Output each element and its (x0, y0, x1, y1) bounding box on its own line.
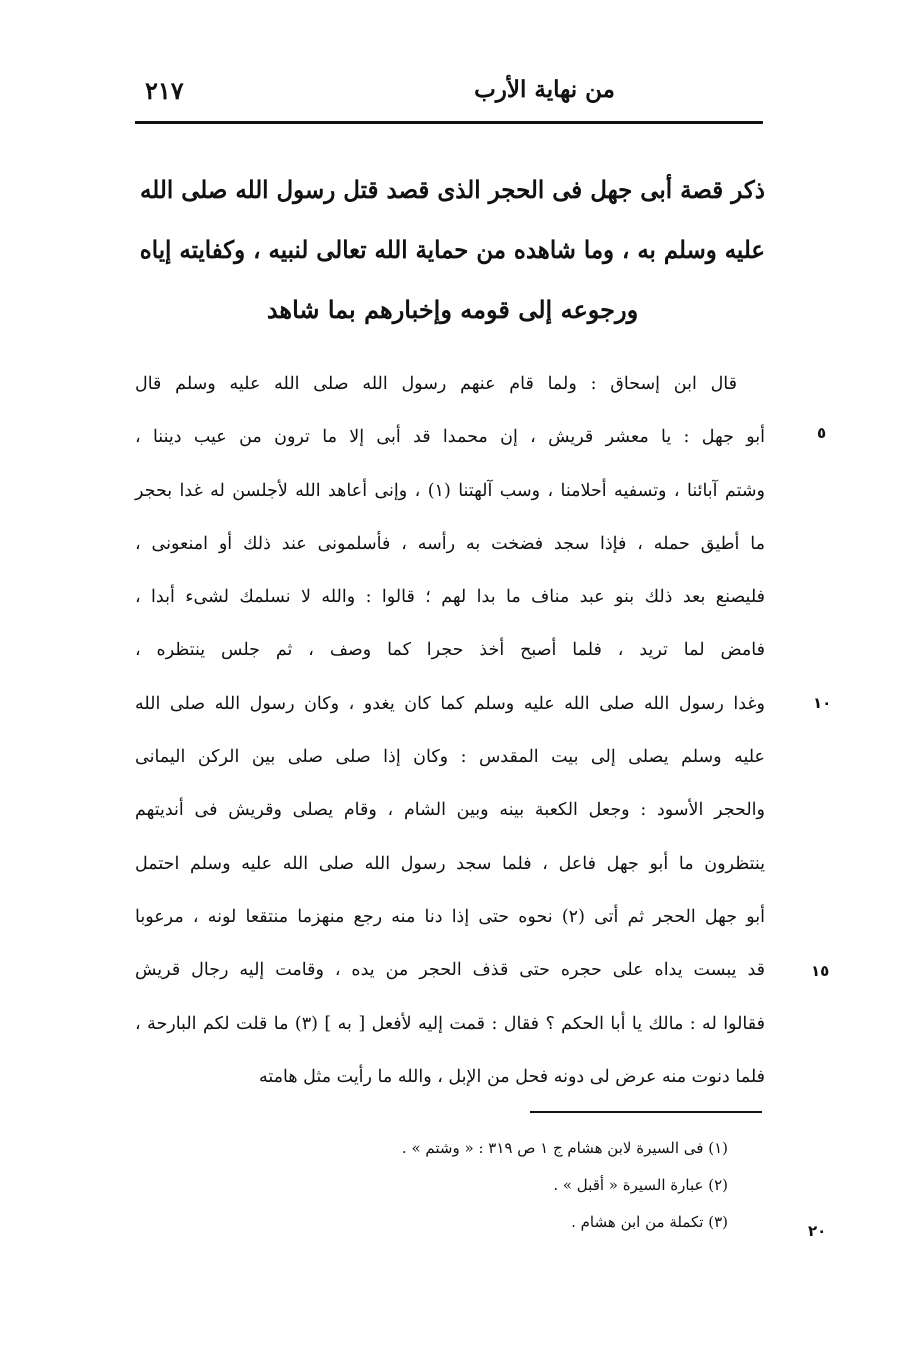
line-number-5: ٥ (817, 424, 827, 442)
line-number-10: ١٠ (813, 694, 832, 712)
body-line: فليصنع بعد ذلك بنو عبد مناف ما بدا لهم ؛ قالوا : والله لا نسلمك لشىء أبدا ، (135, 587, 765, 608)
page-header (135, 76, 765, 116)
body-line: أبو جهل : يا معشر قريش ، إن محمدا قد أبى إلا ما ترون من عيب ديننا ، (135, 427, 765, 448)
footnote: (٢) عبارة السيرة « أقبل » . (553, 1176, 728, 1194)
body-line: والحجر الأسود : وجعل الكعبة بينه وبين الشام ، وقام يصلى وقريش فى أنديتهم (135, 800, 765, 821)
body-line: وغدا رسول الله صلى الله عليه وسلم كما كان يغدو ، وكان رسول الله صلى الله (135, 693, 765, 714)
running-title: من نهاية الأرب (474, 76, 615, 103)
line-number-20: ٢٠ (808, 1222, 827, 1240)
body-line: عليه وسلم يصلى إلى بيت المقدس : وكان إذا صلى صلى بين الركن اليمانى (135, 747, 765, 768)
chapter-title-line: ذكر قصة أبى جهل فى الحجر الذى قصد قتل رسول الله صلى الله (139, 175, 765, 204)
body-line: ينتظرون ما أبو جهل فاعل ، فلما سجد رسول الله صلى الله عليه وسلم احتمل (135, 853, 765, 874)
body-line: وشتم آبائنا ، وتسفيه أحلامنا ، وسب آلهتنا (١) ، وإنى أعاهد الله لأجلسن له غدا بحجر (135, 480, 765, 501)
body-line: فقالوا له : مالك يا أبا الحكم ؟ فقال : قمت إليه لأفعل [ به ] (٣) ما قلت لكم البارحة ، (135, 1013, 765, 1034)
body-line: ما أطيق حمله ، فإذا سجد فضخت به رأسه ، فأسلمونى عند ذلك أو امنعونى ، (135, 533, 765, 554)
body-line: فلما دنوت منه عرض لى دونه فحل من الإبل ، والله ما رأيت مثل هامته (259, 1066, 765, 1087)
body-text (135, 358, 765, 1104)
body-line: قد يبست يداه على حجره حتى قذف الحجر من يده ، وقامت إليه رجال قريش (135, 960, 765, 981)
body-line: أبو جهل الحجر ثم أتى (٢) نحوه حتى إذا دنا منه رجع منهزما منتقعا لونه ، مرعوبا (135, 906, 765, 927)
header-rule (135, 121, 763, 124)
footnote-rule (530, 1111, 762, 1113)
body-line: فامض لما تريد ، فلما أصبح أخذ حجرا كما وصف ، ثم جلس ينتظره ، (135, 640, 765, 661)
footnotes (300, 1130, 728, 1241)
line-number-15: ١٥ (811, 962, 830, 980)
footnote: (١) فى السيرة لابن هشام ج ١ ص ٣١٩ : « وشتم » . (401, 1139, 728, 1157)
chapter-title-line: عليه وسلم به ، وما شاهده من حماية الله تعالى لنبيه ، وكفايته إياه (139, 235, 766, 264)
footnote: (٣) تكملة من ابن هشام . (571, 1213, 728, 1231)
body-line: قال ابن إسحاق : ولما قام عنهم رسول الله صلى الله عليه وسلم قال (135, 374, 737, 394)
chapter-title-line: ورجوعه إلى قومه وإخبارهم بما شاهد (266, 295, 639, 324)
chapter-title (140, 160, 765, 340)
page-number: ٢١٧ (145, 76, 184, 105)
